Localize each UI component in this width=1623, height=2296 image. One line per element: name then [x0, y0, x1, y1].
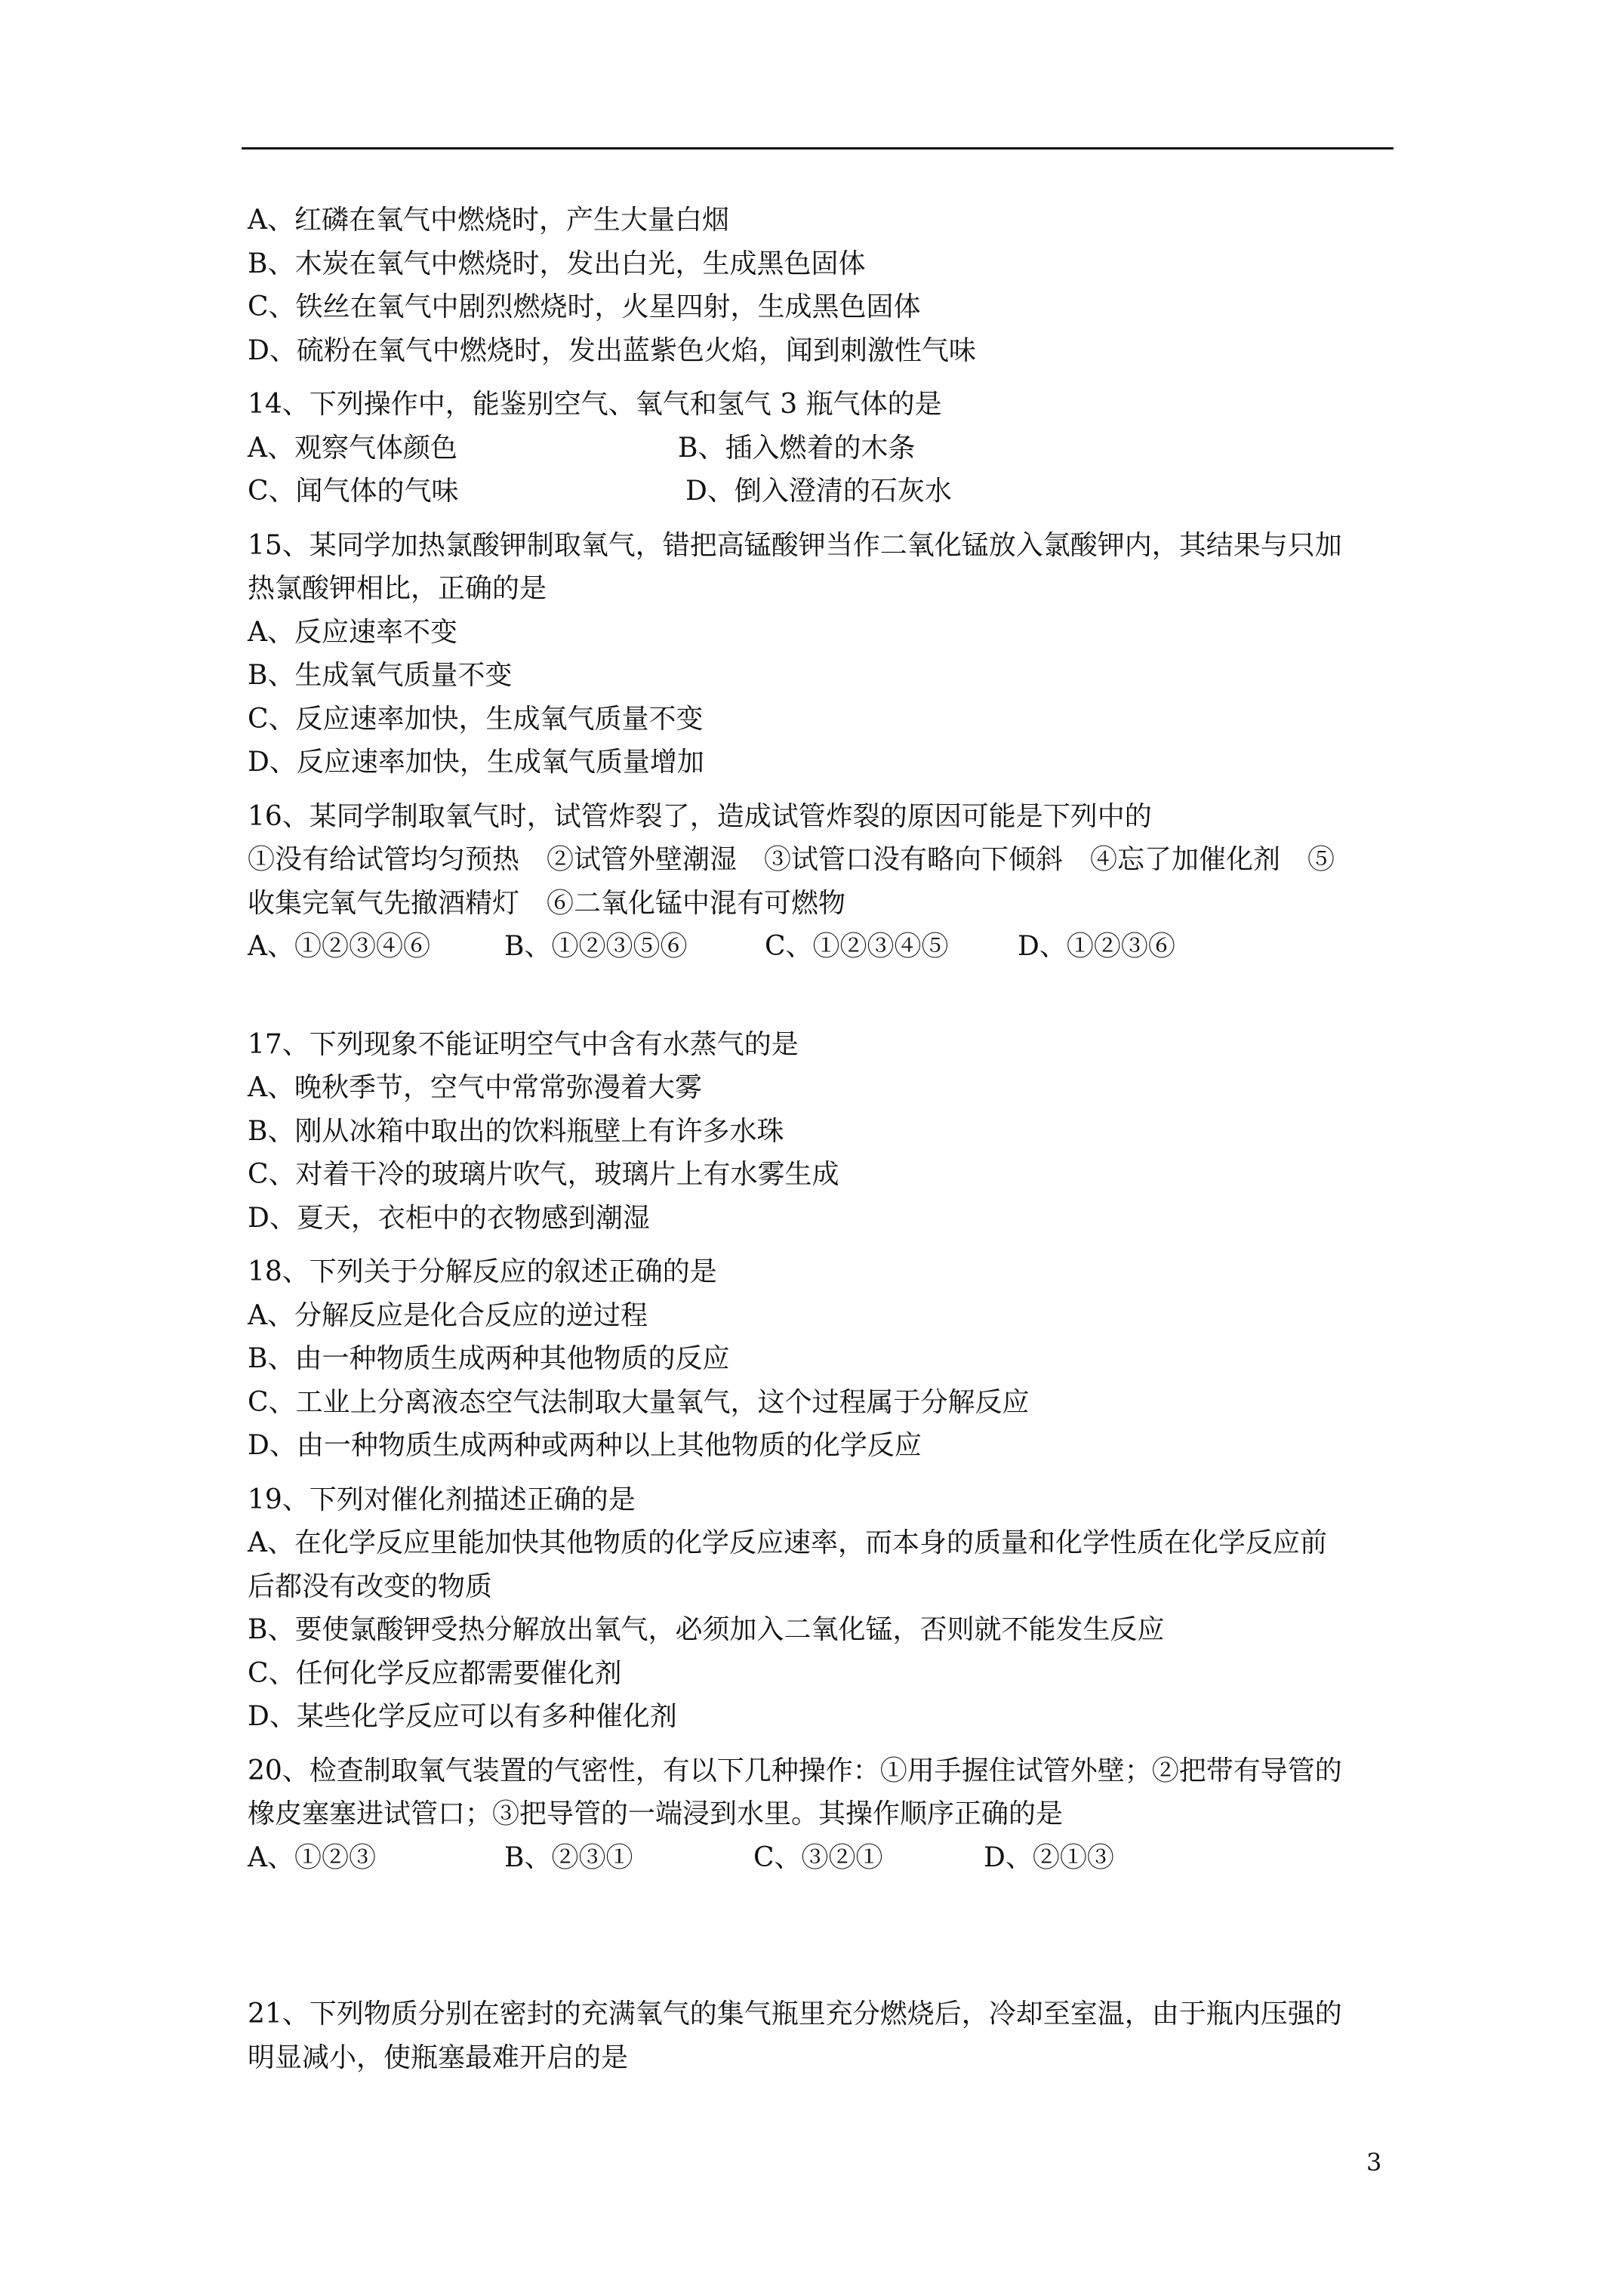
options-row	[248, 427, 1403, 470]
options-row	[248, 925, 1403, 969]
option-d: D、②①③	[984, 1841, 1114, 1873]
option-a: A、在化学反应里能加快其他物质的化学反应速率，而本身的质量和化学性质在化学反应前	[248, 1527, 1327, 1558]
option-d: D、反应速率加快，生成氧气质量增加	[248, 747, 704, 778]
question-20	[248, 1749, 1403, 1880]
header-rule	[242, 147, 1394, 149]
option-d: D、硫粉在氧气中燃烧时，发出蓝紫色火焰，闻到刺激性气味	[248, 334, 976, 366]
option-b: B、木炭在氧气中燃烧时，发出白光，生成黑色固体	[248, 248, 866, 279]
question-14	[248, 383, 1403, 513]
option-c: C、铁丝在氧气中剧烈燃烧时，火星四射，生成黑色固体	[248, 291, 921, 322]
question-stem: 热氯酸钾相比，正确的是	[248, 573, 547, 604]
option-c: C、任何化学反应都需要催化剂	[248, 1657, 622, 1689]
question-19	[248, 1478, 1403, 1739]
option-d: D、倒入澄清的石灰水	[685, 476, 952, 507]
question-stem: ①没有给试管均匀预热 ②试管外壁潮湿 ③试管口没有略向下倾斜 ④忘了加催化剂 ⑤	[248, 844, 1335, 875]
question-21	[248, 1992, 1403, 2079]
question-stem: 收集完氧气先撤酒精灯 ⑥二氧化锰中混有可燃物	[248, 887, 846, 919]
option-c: C、①②③④⑤	[765, 931, 949, 962]
question-16	[248, 795, 1403, 969]
option-c: C、闻气体的气味	[248, 476, 459, 507]
option-a: A、分解反应是化合反应的逆过程	[248, 1299, 648, 1331]
options-row	[248, 470, 1403, 513]
question-stem: 17、下列现象不能证明空气中含有水蒸气的是	[248, 1028, 799, 1060]
option-c: C、对着干冷的玻璃片吹气，玻璃片上有水雾生成	[248, 1159, 839, 1190]
question-17	[248, 1023, 1403, 1240]
question-stem: 15、某同学加热氯酸钾制取氧气，错把高锰酸钾当作二氧化锰放入氯酸钾内，其结果与只加	[248, 529, 1342, 561]
question-stem: 21、下列物质分别在密封的充满氧气的集气瓶里充分燃烧后，冷却至室温，由于瓶内压强的	[248, 1999, 1342, 2029]
option-c: C、反应速率加快，生成氧气质量不变	[248, 703, 704, 735]
question-15	[248, 524, 1403, 784]
option-b: B、①②③⑤⑥	[504, 931, 688, 962]
question-13-options	[248, 199, 1403, 372]
page-content	[248, 199, 1403, 2079]
question-18	[248, 1250, 1403, 1468]
question-stem: 16、某同学制取氧气时，试管炸裂了，造成试管炸裂的原因可能是下列中的	[248, 800, 1152, 832]
option-a: A、①②③④⑥	[248, 931, 430, 962]
option-d: D、某些化学反应可以有多种催化剂	[248, 1701, 677, 1732]
options-row	[248, 1836, 1403, 1880]
option-a: A、①②③	[248, 1841, 376, 1873]
option-c: C、③②①	[753, 1841, 883, 1873]
option-d: D、夏天，衣柜中的衣物感到潮湿	[248, 1202, 650, 1234]
option-b: B、生成氧气质量不变	[248, 660, 513, 691]
option-a: A、观察气体颜色	[248, 432, 457, 464]
option-b: B、插入燃着的木条	[678, 432, 916, 464]
question-stem: 20、检查制取氧气装置的气密性，有以下几种操作：①用手握住试管外壁；②把带有导管的	[248, 1755, 1342, 1786]
question-stem: 19、下列对催化剂描述正确的是	[248, 1484, 636, 1515]
option-a: A、晚秋季节，空气中常常弥漫着大雾	[248, 1072, 702, 1103]
option-c: C、工业上分离液态空气法制取大量氧气，这个过程属于分解反应	[248, 1386, 1030, 1418]
option-d: D、由一种物质生成两种或两种以上其他物质的化学反应	[248, 1430, 922, 1461]
option-a: A、红磷在氧气中燃烧时，产生大量白烟	[248, 205, 729, 236]
option-b: B、由一种物质生成两种其他物质的反应	[248, 1343, 730, 1374]
question-stem: 橡皮塞塞进试管口；③把导管的一端浸到水里。其操作顺序正确的是	[248, 1798, 1064, 1829]
option-b: B、②③①	[504, 1841, 633, 1873]
question-stem: 明显减小，使瓶塞最难开启的是	[248, 2042, 629, 2073]
option-b: B、要使氯酸钾受热分解放出氧气，必须加入二氧化锰，否则就不能发生反应	[248, 1614, 1165, 1645]
option-a: A、反应速率不变	[248, 616, 457, 648]
question-stem: 14、下列操作中，能鉴别空气、氧气和氢气 3 瓶气体的是	[248, 389, 942, 420]
page-number: 3	[1366, 2148, 1382, 2177]
option-a-continued: 后都没有改变的物质	[248, 1570, 493, 1602]
option-d: D、①②③⑥	[1018, 931, 1175, 962]
question-stem: 18、下列关于分解反应的叙述正确的是	[248, 1256, 717, 1287]
option-b: B、刚从冰箱中取出的饮料瓶壁上有许多水珠	[248, 1115, 784, 1147]
